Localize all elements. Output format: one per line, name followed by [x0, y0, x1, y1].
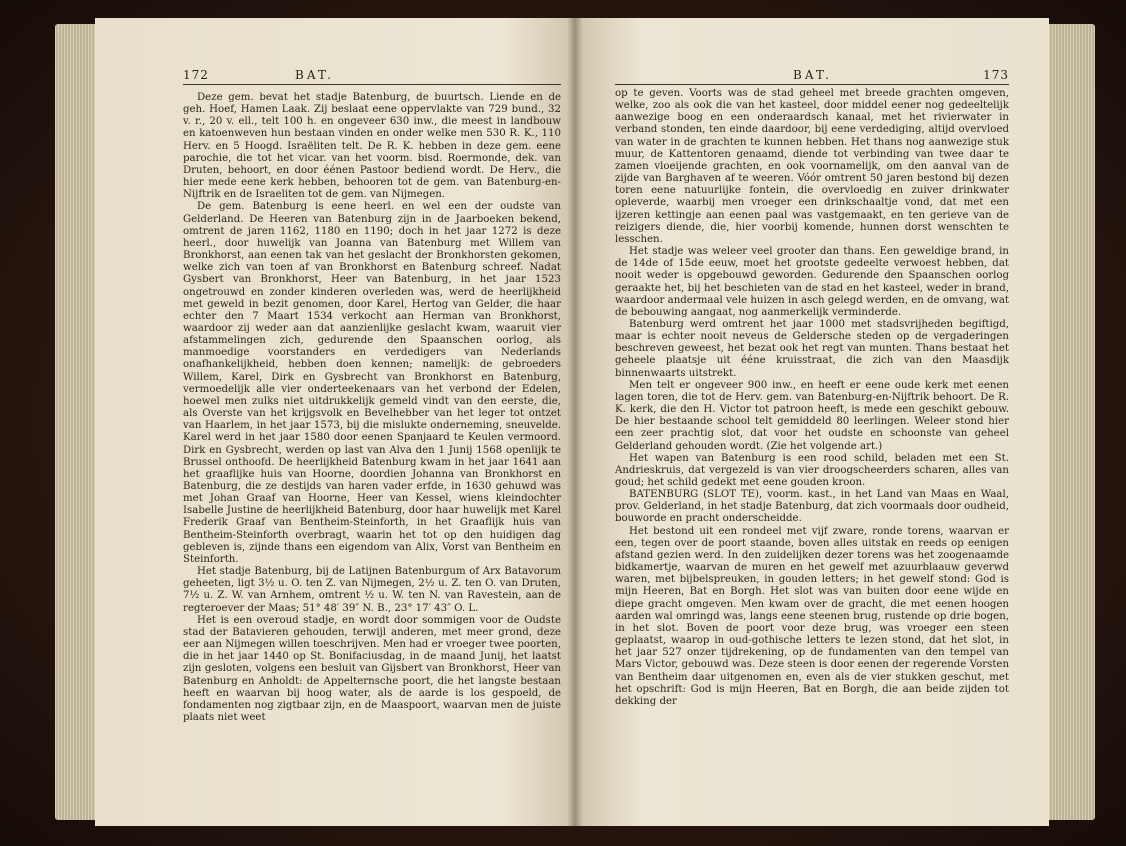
right-page — [575, 18, 1049, 826]
book-gutter — [567, 18, 583, 826]
open-book — [55, 18, 1095, 826]
paragraph: De gem. Batenburg is eene heerl. en wel een der oudste van Gelderland. De Heeren van Batenburg zijn in de Jaarboeken bekend, omtrent de jaren 1162, 1180 en 1190; doch in het jaar 1272 is deze heerl., door huwelijk van Joanna van Batenburg met Willem van Bronkhorst, aan eenen tak van het geslacht der Bronkhorsten gekomen, welke zich van toen af van Bronkhorst en Batenburg schreef. Nadat Gysbert van Bronkhorst, Heer van Batenburg, in het jaar 1523 ongetrouwd en zonder kinderen overleden was, werd de heerlijkheid met geweld in bezit genomen, door Karel, Hertog van Gelder, die haar echter den 7 Maart 1534 verkocht aan Herman van Bronkhorst, waardoor zij weder aan dat aanzienlijke geslacht kwam, waaruit vier afstammelingen zich, gedurende den Spaanschen oorlog, als manmoedige voorstanders en verdedigers van Nederlands onafhankelijkheid, hebben doen kennen; namelijk: de gebroeders Willem, Karel, Dirk en Gysbrecht van Bronkhorst en Batenburg, vermoedelijk alle vier onderteekenaars van het verbond der Edelen, hoewel men zulks niet uitdrukkelijk gemeld vindt van den eerste, die, als Overste van het krijgsvolk en Bevelhebber van het leger tot ontzet van Haarlem, in het jaar 1573, bij die mislukte onderneming, sneuvelde. Karel werd in het jaar 1580 door eenen Spanjaard te Keulen vermoord. Dirk en Gysbrecht, werden op last van Alva den 1 Junij 1568 openlijk te Brussel onthoofd. De heerlijkheid Batenburg kwam in het jaar 1641 aan het graaflijke huis van Hoorne, doordien Johanna van Bronkhorst en Batenburg, die ze destijds van haren vader erfde, in 1630 gehuwd was met Johan Graaf van Hoorne, Heer van Kessel, wiens kleindochter Isabelle Justine de heerlijkheid Batenburg, door haar huwelijk met Karel Frederik Graaf van Bentheim-Steinforth, in het Graaflijk huis van Bentheim-Steinforth overbragt, waarin het tot op den huidigen dag gebleven is, zijnde thans een eigendom van Alix, Vorst van Bentheim en Steinforth. — [183, 201, 561, 565]
paragraph: Batenburg werd omtrent het jaar 1000 met stadsvrijheden begiftigd, maar is echter nooit neveus de Geldersche steden op de vergaderingen beschreven geweest, het bezat ook het regt van munten. Thans bestaat het geheele plaatsje uit ééne kruisstraat, die zich van den Maasdijk binnenwaarts uitstrekt. — [615, 318, 1009, 379]
paragraph: op te geven. Voorts was de stad geheel met breede grachten omgeven, welke, zoo als ook die van het kasteel, door middel eener nog gedeeltelijk aanwezige boog en een onderaardsch kanaal, met het rivierwater in verband stonden, ten einde daardoor, bij eene verdediging, altijd overvloed van water in de grachten te kunnen hebben. Het thans nog aanwezige stuk muur, de Kattentoren genaamd, diende tot verbinding van twee daar te zamen vloeijende grachten, en ook voornamelijk, om den aanval van de zijde van Barghaven af te weeren. Vóór omtrent 50 jaren bestond bij dezen toren eene natuurlijke fontein, die overvloedig en zuiver drinkwater opleverde, waarbij men vroeger een drinkschaaltje vond, dat met een ijzeren kettingje aan eenen paal was vastgemaakt, en ten gerieve van de reizigers diende, die, hier voorbij komende, hunnen dorst wenschten te lesschen. — [615, 88, 1009, 245]
page-stack-left — [55, 24, 97, 820]
paragraph: Het wapen van Batenburg is een rood schild, beladen met een St. Andrieskruis, dat vergezeld is van vier droogscheerders scharen, alles van goud; het schild gedekt met eene gouden kroon. — [615, 452, 1009, 488]
page-body — [615, 88, 1009, 708]
paragraph: Het stadje was weleer veel grooter dan thans. Een geweldige brand, in de 14de of 15de eeuw, moet het grootste gedeelte verwoest hebben, dat nooit weder is opgebouwd geworden. Gedurende den Spaanschen oorlog geraakte het, bij het beschieten van de stad en het kasteel, weder in brand, waardoor andermaal vele huizen in asch gelegd werden, en de omvang, wat de bebouwing aangaat, nog aanmerkelijk verminderde. — [615, 246, 1009, 318]
page-number: 172 — [183, 68, 209, 82]
paragraph: BATENBURG (SLOT TE), voorm. kast., in het Land van Maas en Waal, prov. Gelderland, in het stadje Batenburg, dat zich voormaals door oudheid, bouworde en pracht onderscheidde. — [615, 489, 1009, 525]
running-head: BAT. — [793, 68, 832, 82]
header-rule — [615, 84, 1009, 85]
header-rule — [183, 84, 561, 85]
paragraph: Het bestond uit een rondeel met vijf zware, ronde torens, waarvan er een, tegen over de poort staande, boven alles uitstak en reeds op eenigen afstand gezien werd. In den zuidelijken dezer torens was het zoogenaamde bidkamertje, waarvan de muren en het gewelf met azuurblaauw geverwd waren, met bijbelspreuken, in gouden letters; in het gewelf stond: God is mijn Heeren, Bat en Borgh. Het slot was van buiten door eene wijde en diepe gracht omgeven. Men kwam over de gracht, die met eenen hoogen aarden wal omringd was, langs eene steenen brug, rustende op drie bogen, in het slot. Boven de poort voor deze brug, was vroeger een steen geplaatst, waarop in oud-gothische letters te lezen stond, dat het slot, in het jaar 527 onzer tijdrekening, op de fundamenten van den tempel van Mars Victor, gebouwd was. Deze steen is door eenen der regerende Vorsten van Bentheim daar uitgenomen en, even als de vier stukken geschut, met het opschrift: God is mijn Heeren, Bat en Borgh, die aan beide zijden tot dekking der — [615, 525, 1009, 707]
paragraph: Het stadje Batenburg, bij de Latijnen Batenburgum of Arx Batavorum geheeten, ligt 3½ u. O. ten Z. van Nijmegen, 2½ u. Z. ten O. van Druten, 7½ u. Z. W. van Arnhem, omtrent ½ u. W. ten N. van Ravestein, aan de regteroever der Maas; 51° 48′ 39″ N. B., 23° 17′ 43″ O. L. — [183, 566, 561, 614]
running-head: BAT. — [295, 68, 334, 82]
paragraph: Het is een overoud stadje, en wordt door sommigen voor de Oudste stad der Batavieren gehouden, terwijl anderen, met meer grond, deze eer aan Nijmegen willen toeschrijven. Men had er vroeger twee poorten, die in het jaar 1440 op St. Bonifaciusdag, in de maand Junij, het laatst zijn gesloten, volgens een besluit van Gijsbert van Bronkhorst, Heer van Batenburg en Anholdt: de Appelternsche poort, die het langste bestaan heeft en waarvan bij hoog water, als de aarde is los gespoeld, de fondamenten nog zigtbaar zijn, en de Maaspoort, waarvan men de juiste plaats niet weet — [183, 614, 561, 723]
page-body — [183, 92, 561, 724]
paragraph: Men telt er ongeveer 900 inw., en heeft er eene oude kerk met eenen lagen toren, die tot de Herv. gem. van Batenburg-en-Nijftrik behoort. De R. K. kerk, die den H. Victor tot patroon heeft, is mede een geschikt gebouw. De hier bestaande school telt gemiddeld 80 leerlingen. Weleer stond hier een zeer prachtig slot, dat voor het oudste en schoonste van geheel Gelderland gehouden wordt. (Zie het volgende art.) — [615, 379, 1009, 452]
paragraph: Deze gem. bevat het stadje Batenburg, de buurtsch. Liende en de geh. Hoef, Hamen Laak. Zij beslaat eene oppervlakte van 729 bund., 32 v. r., 20 v. ell., telt 100 h. en ongeveer 630 inw., die meest in landbouw en katoenweven hun bestaan vinden en onder welke men 530 R. K., 110 Herv. en 5 Hoogd. Israëliten telt. De R. K. hebben in deze gem. eene parochie, die tot het vicar. van het voorm. bisd. Roermonde, dek. van Druten, behoort, en door éénen Pastoor bediend wordt. De Herv., die hier mede eene kerk hebben, behooren tot de gem. van Batenburg-en-Nijftrik en de Israeliten tot de gem. van Nijmegen. — [183, 92, 561, 201]
left-page — [95, 18, 575, 826]
page-number: 173 — [983, 68, 1009, 82]
page-stack-right — [1049, 24, 1095, 820]
